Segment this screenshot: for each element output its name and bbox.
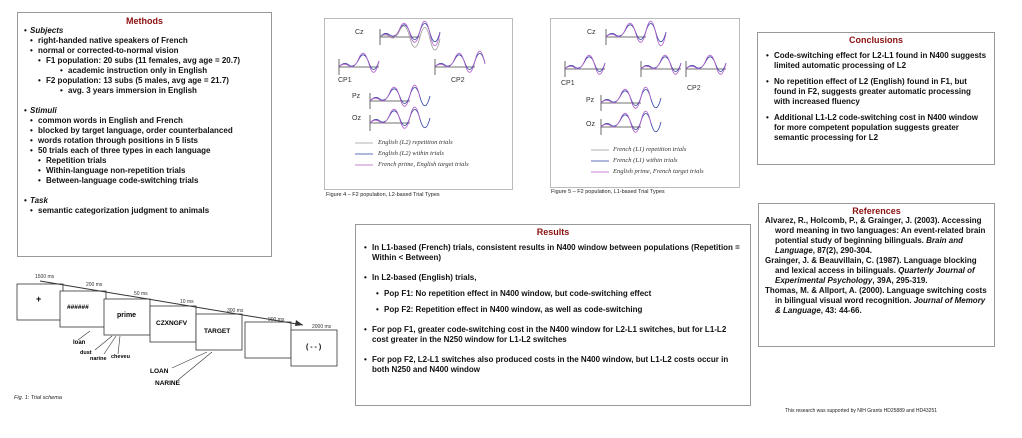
prime-word-example: dust — [80, 350, 92, 356]
stimuli-item: • Between-language code-switching trials — [38, 176, 199, 185]
subject-item: • academic instruction only in English — [60, 66, 208, 75]
fig5-legend-item: French (L1) within trials — [613, 157, 678, 164]
response-screen: ( - - ) — [306, 344, 322, 351]
result-item: • In L2-based (English) trials, — [372, 273, 742, 283]
conclusions-panel — [757, 32, 995, 165]
prime-word-example: narine — [90, 356, 107, 362]
fig4-legend-item: English (L2) repetition trials — [378, 139, 453, 146]
fig5-label-cp1: CP1 — [561, 80, 575, 87]
stimuli-item: • Repetition trials — [38, 156, 107, 165]
fig4-label-pz: Pz — [352, 93, 361, 100]
stimuli-item: • 50 trials each of three types in each language — [30, 146, 211, 155]
time-label: 50 ms — [134, 291, 148, 297]
fixation-screen: + — [36, 294, 42, 304]
methods-title: Methods — [126, 16, 163, 26]
result-item: • In L1-based (French) trials, consistent results in N400 window between populations (Repetition = Within < Between) — [372, 243, 742, 263]
results-title: Results — [536, 227, 570, 237]
fig5-legend-item: French (L1) repetition trials — [613, 146, 687, 153]
reference-item: Thomas, M. & Allport, A. (2000). Language switching costs in bilingual visual word recognition. Journal of Memory & Language, 43: 44-66. — [765, 286, 987, 315]
time-label: 1500 ms — [35, 274, 55, 280]
fig5-label-cp2: CP2 — [687, 85, 701, 92]
figure-4-caption: Figure 4 – F2 population, L2-based Trial Types — [326, 192, 440, 198]
subject-item: • F2 population: 13 subs (5 males, avg age = 21.7) — [38, 76, 229, 85]
target-word-example: NARINE — [155, 380, 180, 387]
trial-schema-diagram — [0, 268, 340, 398]
figure-5-caption: Figure 5 – F2 population, L1-based Trial Types — [551, 189, 665, 195]
fig4-legend-item: English (L2) within trials — [378, 150, 444, 157]
fig5-legend-item: English prime, French target trials — [613, 168, 704, 175]
result-item: • For pop F1, greater code-switching cost in the N400 window for L2-L1 switches, but for L1-L2 cost greater in the N250 window for L1-L2 switches — [372, 325, 742, 345]
fig4-label-cp1: CP1 — [338, 77, 352, 84]
result-item: • For pop F2, L2-L1 switches also produced costs in the N400 window, but L1-L2 costs occur in both N250 and N400 window — [372, 355, 742, 375]
figure-4-erp-plot — [324, 18, 513, 190]
stimuli-item: • Within-language non-repetition trials — [38, 166, 186, 175]
target-screen: TARGET — [204, 328, 231, 335]
figure-5-erp-plot — [550, 18, 740, 188]
prime-word-example: cheveu — [111, 354, 130, 360]
fig5-label-pz: Pz — [586, 97, 595, 104]
funding-note: This research was supported by NIH Grants HD25889 and HD43251 — [785, 408, 938, 414]
time-label: 900 ms — [268, 317, 285, 323]
result-subitem: • Pop F2: Repetition effect in N400 window, as well as code-switching — [384, 305, 742, 315]
trial-schema-figure — [0, 268, 340, 398]
time-label: 300 ms — [227, 308, 244, 314]
target-word-example: LOAN — [150, 368, 169, 375]
fig5-label-cz: Cz — [587, 29, 596, 36]
references-panel — [758, 203, 995, 347]
conclusion-item: • No repetition effect of L2 (English) found in F1, but found in F2, suggests greater automatic processing with increased fluency — [774, 77, 988, 107]
reference-item: Alvarez, R., Holcomb, P., & Grainger, J. (2003). Accessing word meaning in two languages: An event-related brain potential study of beginning bilinguals. Brain and Language, 87(2), 290-304. — [765, 216, 986, 255]
task-item: • semantic categorization judgment to animals — [30, 206, 210, 215]
trial-schema-caption: Fig. 1: Trial schema — [14, 395, 62, 401]
time-label: 200 ms — [86, 282, 103, 288]
subject-item: • avg. 3 years immersion in English — [60, 86, 197, 95]
fig4-label-cz: Cz — [355, 29, 364, 36]
task-heading: • Task — [24, 196, 48, 205]
result-subitem: • Pop F1: No repetition effect in N400 window, but code-switching effect — [384, 289, 742, 299]
prime-screen: prime — [117, 312, 137, 319]
conclusion-item: • Code-switching effect for L2-L1 found in N400 suggests limited automatic processing of L2 — [774, 51, 988, 71]
backward-mask-screen: CZXNGFV — [156, 320, 188, 327]
prime-word-example: loan — [73, 340, 86, 346]
subjects-heading: • Subjects — [24, 26, 64, 35]
stimuli-heading: • Stimuli — [24, 106, 57, 115]
fig5-label-oz: Oz — [586, 121, 595, 128]
fig4-label-cp2: CP2 — [451, 77, 465, 84]
conclusions-title: Conclusions — [848, 35, 903, 45]
fig4-legend-item: French prime, English target trials — [378, 161, 469, 168]
methods-panel — [17, 12, 272, 257]
stimuli-item: • common words in English and French — [30, 116, 183, 125]
reference-item: Grainger, J. & Beauvillain, C. (1987). Language blocking and lexical access in bilinguals. Quarterly Journal of Experimental Psychology, 39A, 295-319. — [765, 256, 977, 285]
references-title: References — [852, 206, 901, 216]
subject-item: • F1 population: 20 subs (11 females, avg age = 20.7) — [38, 56, 241, 65]
time-label: 2000 ms — [312, 324, 332, 330]
subject-item: • normal or corrected-to-normal vision — [30, 46, 179, 55]
results-panel — [355, 224, 751, 406]
mask-screen: ###### — [67, 304, 89, 311]
subject-item: • right-handed native speakers of French — [30, 36, 188, 45]
stimuli-item: • blocked by target language, order counterbalanced — [30, 126, 233, 135]
time-label: 10 ms — [180, 299, 194, 305]
conclusion-item: • Additional L1-L2 code-switching cost in N400 window for more competent population suggests greater semantic processing for L2 — [774, 113, 988, 143]
fig4-label-oz: Oz — [352, 115, 361, 122]
stimuli-item: • words rotation through positions in 5 lists — [30, 136, 198, 145]
